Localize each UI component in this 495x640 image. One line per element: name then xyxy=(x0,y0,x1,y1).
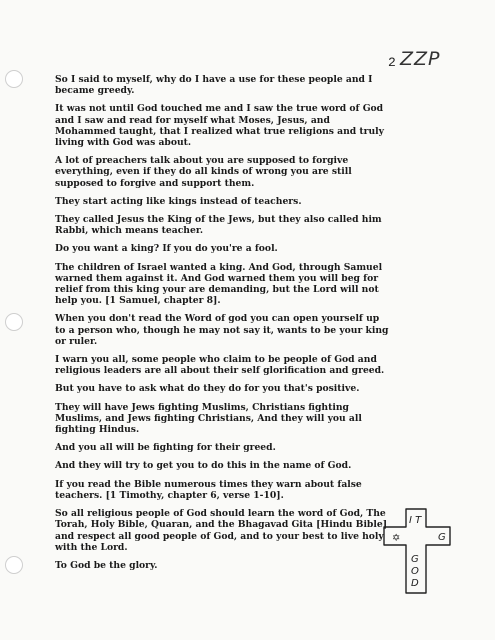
paragraph: So I said to myself, why do I have a use for these people and I became greedy. xyxy=(55,74,373,97)
paragraph: When you don't read the Word of god you can open yourself up to a person who, though he may not say it, wants to be your king or ruler. xyxy=(55,313,389,347)
paragraph: If you read the Bible numerous times they warn about false teachers. [1 Timothy, chapter 6, verse 1-10]. xyxy=(55,478,362,501)
paragraph: I warn you all, some people who claim to be people of God and religious leaders are all about their self glorification and greed. xyxy=(55,354,385,377)
paragraph: So all religious people of God should learn the word of God, The Torah, Holy Bible, Quaran, and the Bhagavad Gita [Hindu Bible] and respect all good people of God, and to your best to live holy with the Lord. xyxy=(55,508,388,553)
star-of-david-icon: ✡ xyxy=(392,533,401,544)
cross-letter-g: G xyxy=(411,554,419,565)
paragraph: The children of Israel wanted a king. And God, through Samuel warned them against it. And God warned them you will beg for relief from this king your are demanding, but the Lord will not help you. [1 Samuel, chapter 8]. xyxy=(55,261,383,307)
binder-hole-top xyxy=(5,70,23,88)
paragraph: They will have Jews fighting Muslims, Christians fighting Muslims, and Jews fighting Christians, And they will you all fighting Hindus. xyxy=(55,401,362,436)
handwritten-page-mark: ZZP xyxy=(400,48,441,70)
cross-drawing xyxy=(378,505,458,597)
cross-top-letters: I T xyxy=(409,515,422,526)
paragraph: Do you want a king? If you do you're a fool. xyxy=(55,243,278,255)
paragraph: A lot of preachers talk about you are supposed to forgive everything, even if they do all kinds of wrong you are still supposed to forgive and support them. xyxy=(55,155,352,189)
page-number: 2 xyxy=(388,55,396,70)
cross-bottom-letters xyxy=(411,554,422,589)
binder-hole-bottom xyxy=(5,556,23,574)
document-body xyxy=(55,74,390,578)
paragraph: And you all will be fighting for their greed. xyxy=(55,442,276,454)
paragraph: They start acting like kings instead of teachers. xyxy=(55,195,302,207)
paragraph: To God be the glory. xyxy=(55,559,158,571)
paragraph: It was not until God touched me and I saw the true word of God and I saw and read for myself what Moses, Jesus, and Mohammed taught, that I realized what true religions and truly living with God was about. xyxy=(55,103,384,149)
paragraph: And they will try to get you to do this in the name of God. xyxy=(55,460,352,472)
cross-letter-d: D xyxy=(411,578,419,589)
binder-hole-middle xyxy=(5,313,23,331)
paragraph: But you have to ask what do they do for you that's positive. xyxy=(55,383,360,395)
paragraph: They called Jesus the King of the Jews, but they also called him Rabbi, which means teacher. xyxy=(55,214,382,237)
cross-letter-o: O xyxy=(411,566,419,577)
cross-right-letter: G xyxy=(438,532,446,543)
